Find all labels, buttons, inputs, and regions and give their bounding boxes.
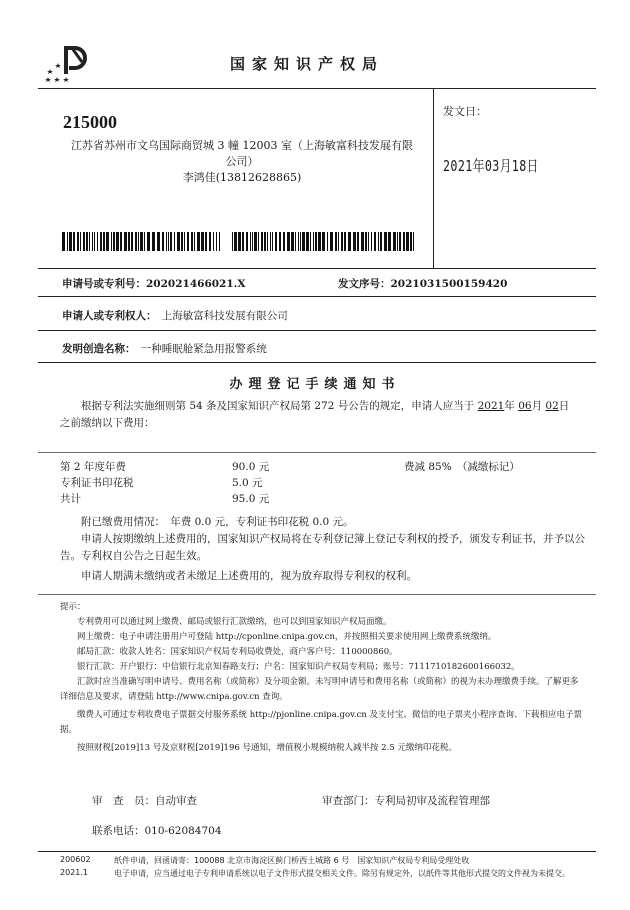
recipient-name: 李鸿佳(13812628865) bbox=[182, 171, 302, 184]
fee-total-amount: 95.0 元 bbox=[232, 493, 270, 505]
serial-row bbox=[338, 276, 507, 291]
dept-row bbox=[322, 793, 490, 808]
fee-amount: 90.0 元 bbox=[232, 461, 270, 473]
phone-label: 联系电话： bbox=[92, 825, 145, 837]
tip-item: 邮局汇款：收款人姓名：国家知识产权局专利局收费处，商户客户号：110000860。 bbox=[77, 647, 398, 657]
phone-row bbox=[92, 823, 222, 838]
divider bbox=[38, 296, 596, 297]
examiner-value: 自动审查 bbox=[155, 795, 197, 807]
phone-value: 010-62084704 bbox=[144, 825, 222, 837]
serial-label: 发文序号： bbox=[338, 278, 391, 290]
cnipa-logo bbox=[42, 44, 94, 84]
abandon-paragraph: 申请人期满未缴纳或者未缴足上述费用的，视为放弃取得专利权的权利。 bbox=[81, 570, 417, 582]
send-date-value: 2021年03月18日 bbox=[443, 157, 539, 175]
tip-item: 网上缴费：电子申请注册用户可登陆 http://cponline.cnipa.gov.cn，并按照相关要求使用网上缴费系统缴纳。 bbox=[77, 632, 497, 642]
divider bbox=[38, 851, 596, 852]
fee-name: 专利证书印花税 bbox=[60, 477, 134, 489]
due-year: 2021 bbox=[477, 400, 505, 412]
intro-paragraph bbox=[60, 398, 585, 415]
app-no-row bbox=[62, 276, 245, 291]
address-text: 江苏省苏州市文乌国际商贸城 3 幢 12003 室（上海敏富科技发展有限公司） bbox=[71, 139, 413, 168]
app-no-value: 202021466021.X bbox=[146, 278, 246, 290]
barcode bbox=[62, 232, 222, 251]
invention-value: 一种睡眠舱紧急用报警系统 bbox=[140, 343, 267, 355]
form-code: 200602 bbox=[60, 855, 91, 864]
footer-electronic-note: 电子申请，应当通过电子专利申请系统以电子文件形式提交相关文件。除另有规定外，以纸件等其他形式提交的文件视为未提交。 bbox=[114, 869, 570, 878]
applicant-row bbox=[62, 308, 288, 323]
due-month: 06 bbox=[518, 400, 532, 412]
divider bbox=[38, 362, 596, 363]
paid-status: 附已缴费用情况： 年费 0.0 元，专利证书印花税 0.0 元。 bbox=[81, 516, 354, 528]
barcode bbox=[232, 232, 414, 251]
fee-note: 费减 85% （减缴标记） bbox=[404, 461, 520, 473]
footer-mail-note: 纸件申请，回函请寄：100088 北京市海淀区蓟门桥西土城路 6 号 国家知识产权局专利局受理处收 bbox=[114, 856, 470, 865]
tip-item: 汇款时应当准确写明申请号、费用名称（或简称）及分项金额。未写明申请号和费用名称（或简称）的视为未办理缴费手续。了解更多详细信息及要求，请登陆 http://www.cnipa.gov.cn 查询。 bbox=[60, 677, 579, 702]
form-version: 2021.1 bbox=[60, 868, 88, 877]
dept-label: 审查部门： bbox=[322, 795, 375, 807]
tip-item: 专利费用可以通过网上缴费、邮局或银行汇款缴纳，也可以到国家知识产权局面缴。 bbox=[77, 617, 392, 627]
divider bbox=[38, 330, 596, 331]
divider bbox=[38, 594, 596, 595]
invention-label: 发明创造名称： bbox=[62, 343, 131, 355]
examiner-label: 审 查 员： bbox=[92, 795, 155, 807]
tip-item: 缴费人可通过专利收费电子票据交付服务系统 http://pjonline.cnipa.gov.cn 及支付宝、微信的电子票夹小程序查询、下载相应电子票据。 bbox=[60, 710, 583, 735]
grant-paragraph: 申请人按期缴纳上述费用的，国家知识产权局将在专利登记簿上登记专利权的授予，颁发专利证书，并予以公告。专利权自公告之日起生效。 bbox=[60, 533, 585, 562]
app-no-label: 申请号或专利号： bbox=[62, 278, 146, 290]
divider bbox=[38, 452, 596, 453]
intro-text: 根据专利法实施细则第 54 条及国家知识产权局第 272 号公告的规定，申请人应当于 bbox=[81, 400, 475, 412]
divider bbox=[38, 268, 596, 269]
tip-item: 按照财税[2019]13 号及京财税[2019]196 号通知，增值税小规模纳税人减半按 2.5 元缴纳印花税。 bbox=[77, 743, 457, 753]
send-date-label: 发文日： bbox=[443, 105, 487, 118]
recipient-address bbox=[66, 138, 418, 186]
applicant-label: 申请人或专利权人： bbox=[62, 310, 152, 322]
intro-tail: 之前缴纳以下费用： bbox=[60, 417, 155, 429]
due-month-unit: 月 bbox=[531, 400, 543, 412]
applicant-value: 上海敏富科技发展有限公司 bbox=[161, 310, 288, 322]
invention-row bbox=[62, 341, 267, 356]
agency-name: 国家知识产权局 bbox=[230, 55, 385, 73]
due-day-unit: 日 bbox=[558, 400, 570, 412]
due-year-unit: 年 bbox=[504, 400, 515, 412]
divider bbox=[433, 88, 434, 268]
tips-label: 提示： bbox=[60, 602, 86, 612]
fee-amount: 5.0 元 bbox=[232, 477, 263, 489]
examiner-row bbox=[92, 793, 197, 808]
serial-value: 2021031500159420 bbox=[390, 278, 508, 290]
due-day: 02 bbox=[545, 400, 559, 412]
zip-code: 215000 bbox=[63, 112, 117, 132]
fee-name: 第 2 年度年费 bbox=[60, 461, 126, 473]
dept-value: 专利局初审及流程管理部 bbox=[374, 795, 490, 807]
divider bbox=[38, 88, 596, 89]
notice-title: 办理登记手续通知书 bbox=[229, 377, 401, 392]
fee-total-label: 共计 bbox=[60, 493, 81, 505]
tip-item: 银行汇款：开户银行：中信银行北京知春路支行；户名：国家知识产权局专利局；账号：7111710182600166032。 bbox=[77, 662, 520, 672]
